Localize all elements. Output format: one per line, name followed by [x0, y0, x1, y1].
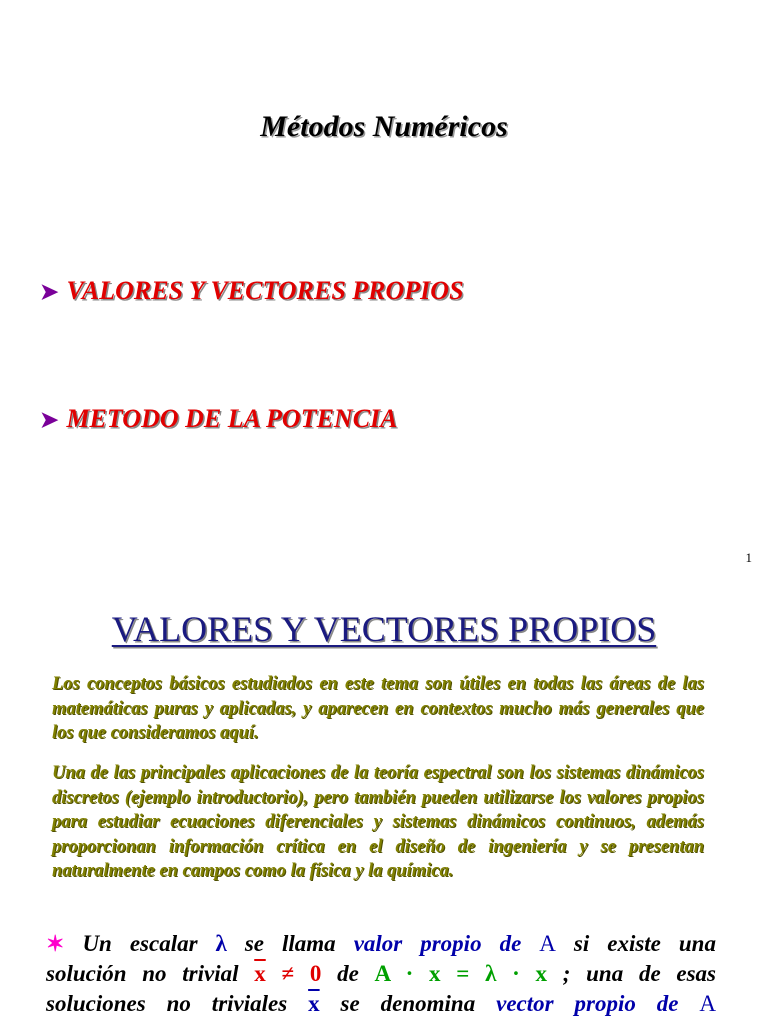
slide-1-title: Métodos Numéricos — [260, 110, 508, 143]
eigen-equation: A · x = λ · x — [374, 961, 547, 986]
neq-zero-symbol: ≠ 0 — [281, 961, 322, 986]
term-valor-propio: valor propio de — [353, 931, 522, 956]
definition-text: si existe una — [573, 931, 716, 956]
nontrivial-condition — [254, 961, 321, 986]
bullet-metodo-potencia — [40, 404, 398, 434]
definition-text: solución no trivial — [46, 961, 239, 986]
arrow-bullet-icon: ➤ — [40, 279, 59, 304]
vector-x-symbol: $\overline{x}$ — [254, 961, 266, 986]
bullet-label: VALORES Y VECTORES PROPIOS — [66, 276, 464, 305]
arrow-bullet-icon: ➤ — [40, 407, 59, 432]
paragraph-applications: Una de las principales aplicaciones de la teoría espectral son los sistemas dinámicos discretos (ejemplo introductorio), pero también pueden utilizarse los valores propios para estudiar ecuaciones diferenciales y sistemas dinámicos continuos, además proporcionan información crítica en el diseño de ingeniería y se presentan naturalmente en campos como la física y la química. — [52, 763, 704, 882]
matrix-a-symbol: A — [699, 991, 717, 1016]
page-number: 1 — [745, 550, 752, 565]
definition-text: se denomina — [340, 991, 476, 1016]
definition-text: soluciones no triviales — [46, 991, 288, 1016]
definition-text: de — [337, 961, 359, 986]
definition-line-1 — [46, 929, 716, 960]
definition-line-3 — [46, 989, 716, 1020]
vector-x-symbol: $\overline{x}$ — [308, 991, 320, 1016]
slide-2 — [0, 576, 768, 1024]
star-icon: ✶ — [46, 931, 65, 956]
bullet-valores-vectores — [40, 276, 464, 306]
paragraph-intro: Los conceptos básicos estudiados en este tema son útiles en todas las áreas de las matemáticas puras y aplicadas, y aparecen en contextos mucho más generales que los que consideramos aquí. — [52, 674, 704, 744]
lambda-symbol: λ — [215, 931, 227, 956]
definition-text: Un escalar — [82, 931, 198, 956]
matrix-a-symbol: A — [539, 931, 556, 956]
definition-text: se llama — [244, 931, 336, 956]
slide-2-title: VALORES Y VECTORES PROPIOS — [111, 609, 657, 649]
definition-text: ; una de esas — [562, 961, 716, 986]
bullet-label: METODO DE LA POTENCIA — [66, 404, 398, 433]
definition-line-2 — [46, 959, 716, 990]
term-vector-propio: vector propio de — [496, 991, 679, 1016]
